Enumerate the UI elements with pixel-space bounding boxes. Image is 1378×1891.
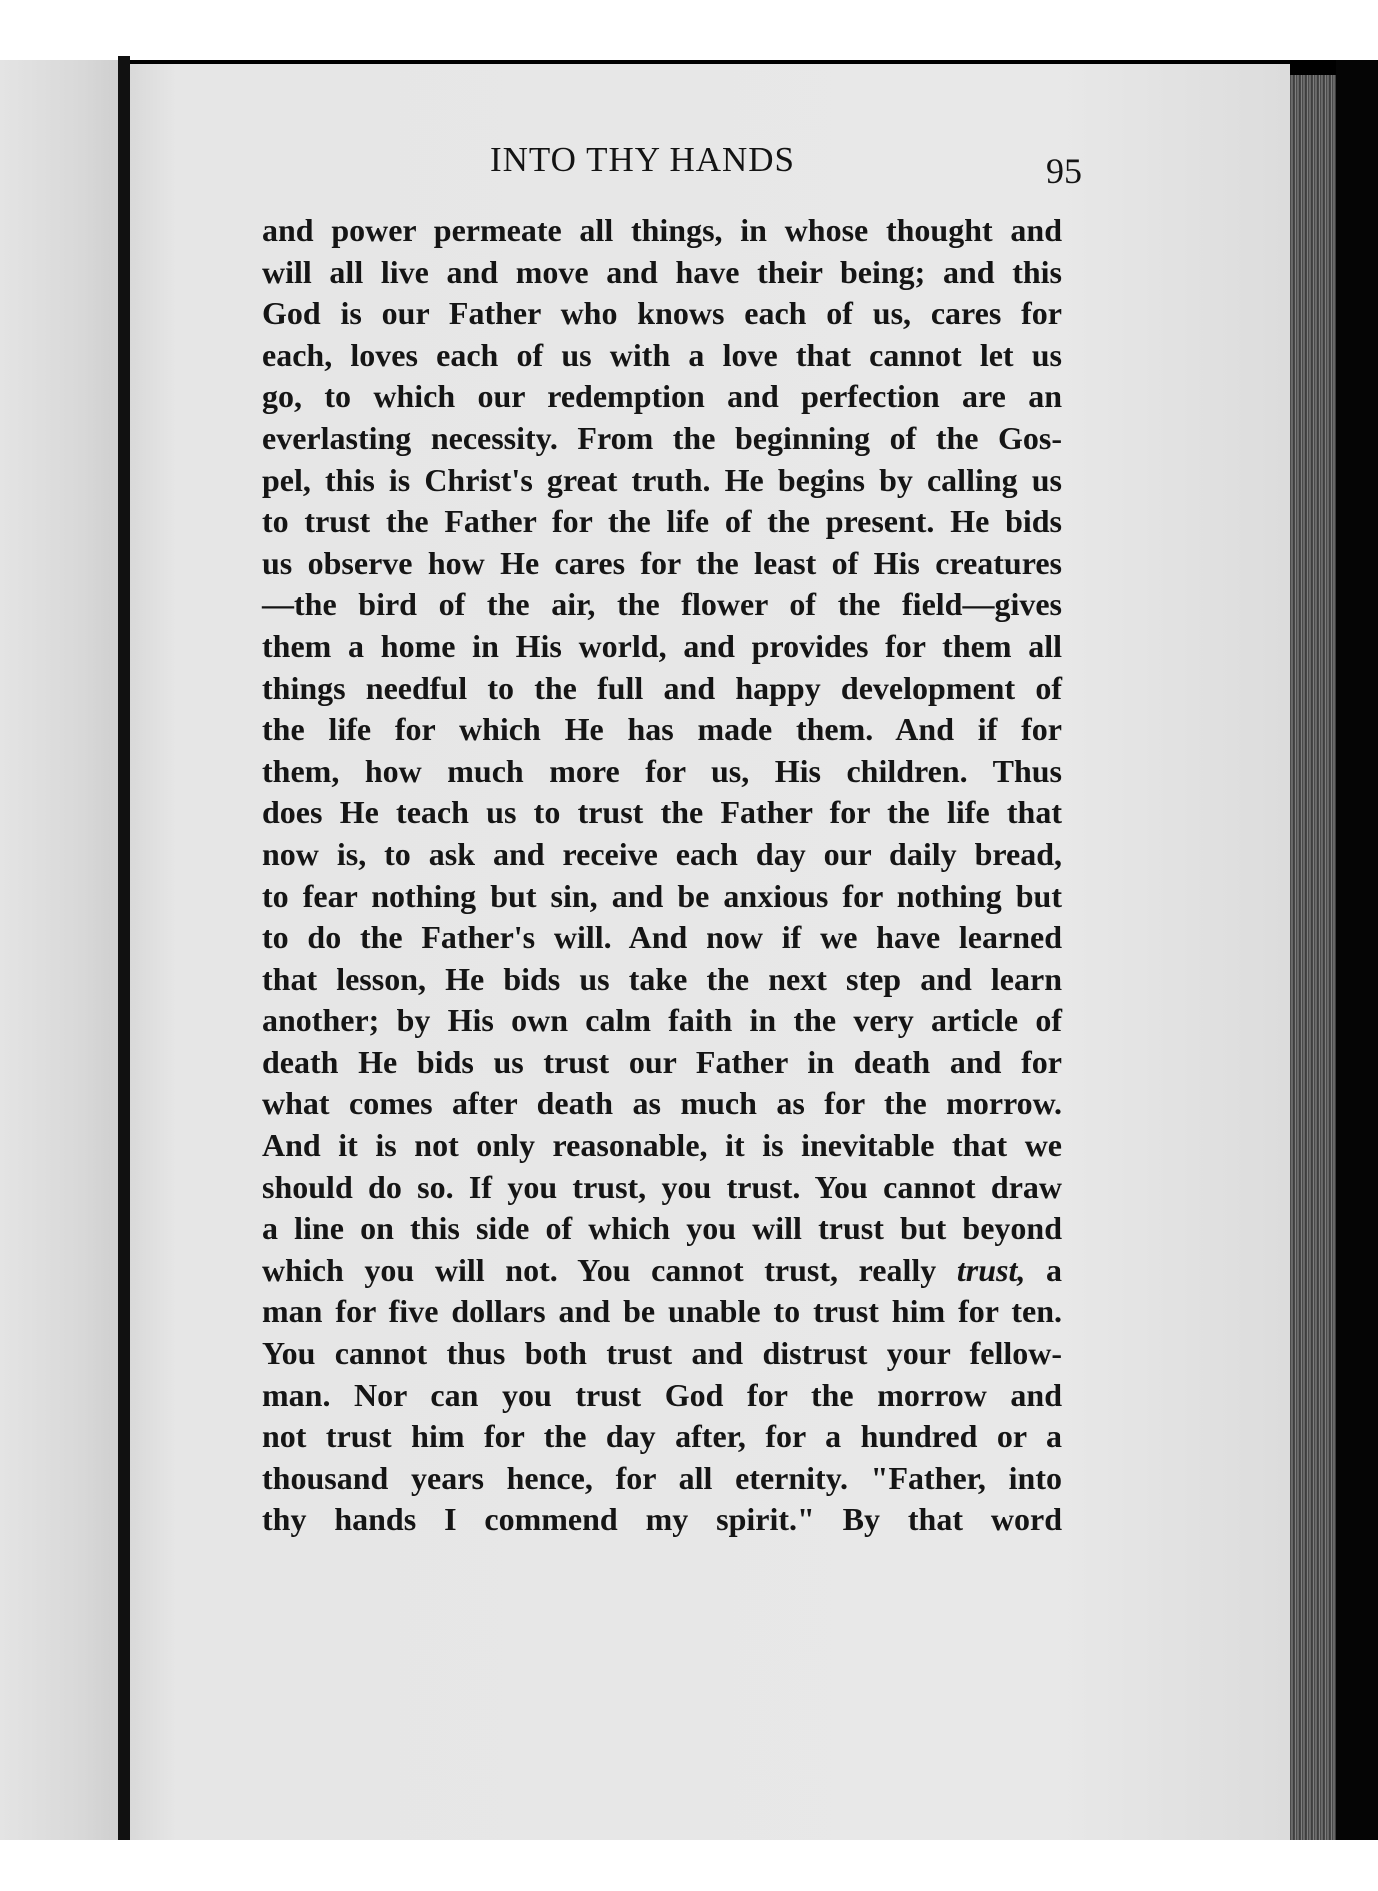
text-line-part: which you will not. You cannot trust, really bbox=[262, 1251, 937, 1288]
text-line: and power permeate all things, in whose thought and bbox=[262, 212, 1062, 248]
text-line: to fear nothing but sin, and be anxious for nothing but bbox=[262, 877, 1062, 914]
top-white-margin bbox=[0, 0, 1378, 60]
previous-page-edge bbox=[0, 60, 118, 1840]
scan-background-right bbox=[1336, 60, 1378, 1840]
text-line: man. Nor can you trust God for the morrow and bbox=[262, 1376, 1062, 1413]
text-line: man for five dollars and be unable to trust him for ten. bbox=[262, 1293, 1062, 1330]
text-line: thousand years hence, for all eternity. "Father, into bbox=[262, 1459, 1062, 1496]
body-text bbox=[262, 210, 1062, 1541]
text-line-with-emphasis bbox=[262, 1250, 1062, 1292]
text-line: that lesson, He bids us take the next step and learn bbox=[262, 960, 1062, 997]
text-line: —the bird of the air, the flower of the field—gives bbox=[262, 586, 1062, 623]
text-line: what comes after death as much as for the morrow. bbox=[262, 1085, 1062, 1122]
text-line: should do so. If you trust, you trust. You cannot draw bbox=[262, 1168, 1062, 1205]
running-title: INTO THY HANDS bbox=[490, 140, 796, 179]
text-line: them, how much more for us, His children. Thus bbox=[262, 752, 1062, 789]
text-line: thy hands I commend my spirit." By that word bbox=[262, 1501, 1062, 1538]
text-line: will all live and move and have their being; and this bbox=[262, 253, 1062, 290]
text-line: now is, to ask and receive each day our daily bread, bbox=[262, 835, 1062, 872]
text-line: things needful to the full and happy development of bbox=[262, 669, 1062, 706]
page-stack-edges bbox=[1290, 75, 1336, 1840]
emphasized-word: trust, bbox=[956, 1251, 1026, 1288]
bottom-white-margin bbox=[0, 1840, 1378, 1891]
text-line: pel, this is Christ's great truth. He begins by calling us bbox=[262, 461, 1062, 498]
text-line: a line on this side of which you will trust but beyond bbox=[262, 1210, 1062, 1247]
text-line: go, to which our redemption and perfection are an bbox=[262, 378, 1062, 415]
text-line: them a home in His world, and provides for them all bbox=[262, 627, 1062, 664]
text-line: everlasting necessity. From the beginning of the Gos- bbox=[262, 419, 1062, 456]
page-header bbox=[262, 140, 1082, 196]
text-line: us observe how He cares for the least of His creatures bbox=[262, 544, 1062, 581]
text-line: another; by His own calm faith in the very article of bbox=[262, 1002, 1062, 1039]
text-line: death He bids us trust our Father in death and for bbox=[262, 1043, 1062, 1080]
book-gutter bbox=[118, 56, 130, 1846]
page-number: 95 bbox=[1046, 151, 1082, 191]
text-line: to do the Father's will. And now if we have learned bbox=[262, 919, 1062, 956]
text-line: God is our Father who knows each of us, cares for bbox=[262, 295, 1062, 332]
text-line: You cannot thus both trust and distrust your fellow- bbox=[262, 1335, 1062, 1372]
text-line: the life for which He has made them. And if for bbox=[262, 711, 1062, 748]
text-line: not trust him for the day after, for a hundred or a bbox=[262, 1418, 1062, 1455]
text-line: does He teach us to trust the Father for the life that bbox=[262, 794, 1062, 831]
text-line: And it is not only reasonable, it is inevitable that we bbox=[262, 1127, 1062, 1164]
text-line-part: a bbox=[1025, 1251, 1063, 1288]
text-line: to trust the Father for the life of the present. He bids bbox=[262, 503, 1062, 540]
text-line: each, loves each of us with a love that cannot let us bbox=[262, 336, 1062, 373]
